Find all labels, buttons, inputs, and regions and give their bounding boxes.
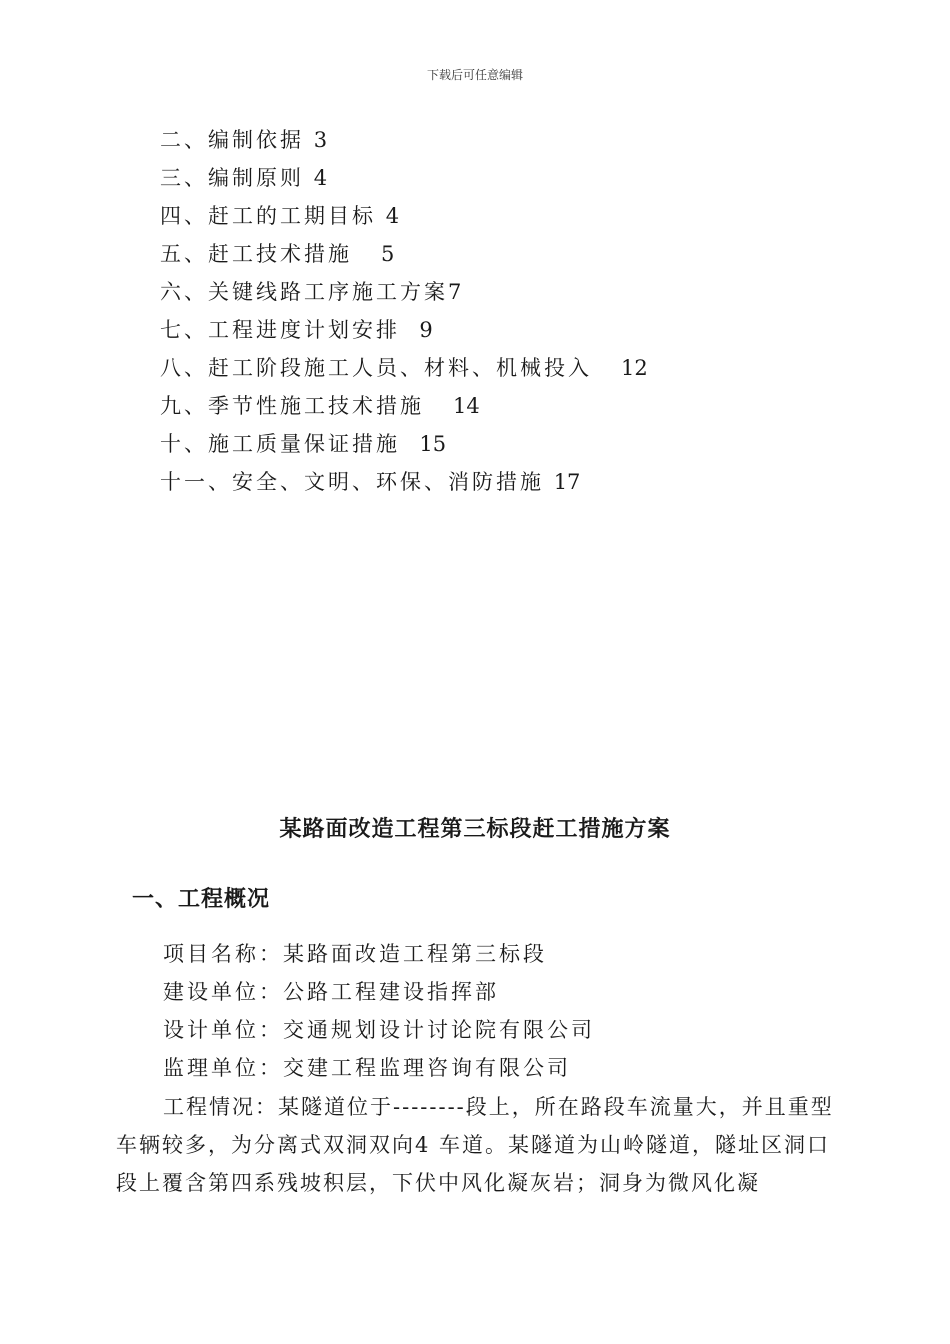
toc-item[interactable] <box>160 121 648 159</box>
document-title: 某路面改造工程第三标段赶工措施方案 <box>279 817 671 842</box>
toc-item-page: 12 <box>621 356 648 380</box>
toc-item-page: 4 <box>385 204 400 228</box>
toc-item[interactable] <box>160 273 648 311</box>
toc-item-label: 三、编制原则 <box>160 166 304 190</box>
designer-line: 设计单位：交通规划设计讨论院有限公司 <box>163 1018 595 1042</box>
toc-item[interactable] <box>160 235 648 273</box>
toc-item-label: 十一、安全、文明、环保、消防措施 <box>160 470 544 494</box>
toc-item-page: 5 <box>381 242 395 266</box>
header-note: 下载后可任意编辑 <box>426 68 523 82</box>
toc-item[interactable] <box>160 387 648 425</box>
toc-item[interactable] <box>160 197 648 235</box>
toc-item-page: 7 <box>448 280 462 304</box>
toc-item-page: 14 <box>453 394 480 418</box>
toc-item[interactable] <box>160 425 648 463</box>
toc-item-page: 9 <box>419 318 433 342</box>
toc-item-label: 八、赶工阶段施工人员、材料、机械投入 <box>160 356 592 380</box>
toc-item-label: 九、季节性施工技术措施 <box>160 394 424 418</box>
toc-item-label: 六、关键线路工序施工方案 <box>160 280 448 304</box>
toc-item-page: 15 <box>419 432 447 456</box>
toc-item[interactable] <box>160 311 648 349</box>
table-of-contents <box>160 121 648 501</box>
toc-item-label: 七、工程进度计划安排 <box>160 318 400 342</box>
builder-line: 建设单位：公路工程建设指挥部 <box>163 980 499 1004</box>
toc-item-label: 二、编制依据 <box>160 128 304 152</box>
toc-item-page: 17 <box>553 470 581 494</box>
toc-item[interactable] <box>160 349 648 387</box>
project-name-line: 项目名称：某路面改造工程第三标段 <box>163 942 547 966</box>
toc-item-page: 3 <box>313 128 328 152</box>
toc-item-page: 4 <box>313 166 328 190</box>
toc-item-label: 十、施工质量保证措施 <box>160 432 400 456</box>
toc-item[interactable] <box>160 159 648 197</box>
supervisor-line: 监理单位：交建工程监理咨询有限公司 <box>163 1056 571 1080</box>
toc-item-label: 五、赶工技术措施 <box>160 242 352 266</box>
section-heading: 一、工程概况 <box>132 887 271 912</box>
toc-item[interactable] <box>160 463 648 501</box>
toc-item-label: 四、赶工的工期目标 <box>160 204 376 228</box>
project-description: 工程情况：某隧道位于--------段上，所在路段车流量大，并且重型车辆较多，为分离式双洞双向4 车道。某隧道为山岭隧道，隧址区洞口段上覆含第四系残坡积层，下伏中风化凝灰岩；洞身为微风化凝 <box>116 1095 834 1195</box>
